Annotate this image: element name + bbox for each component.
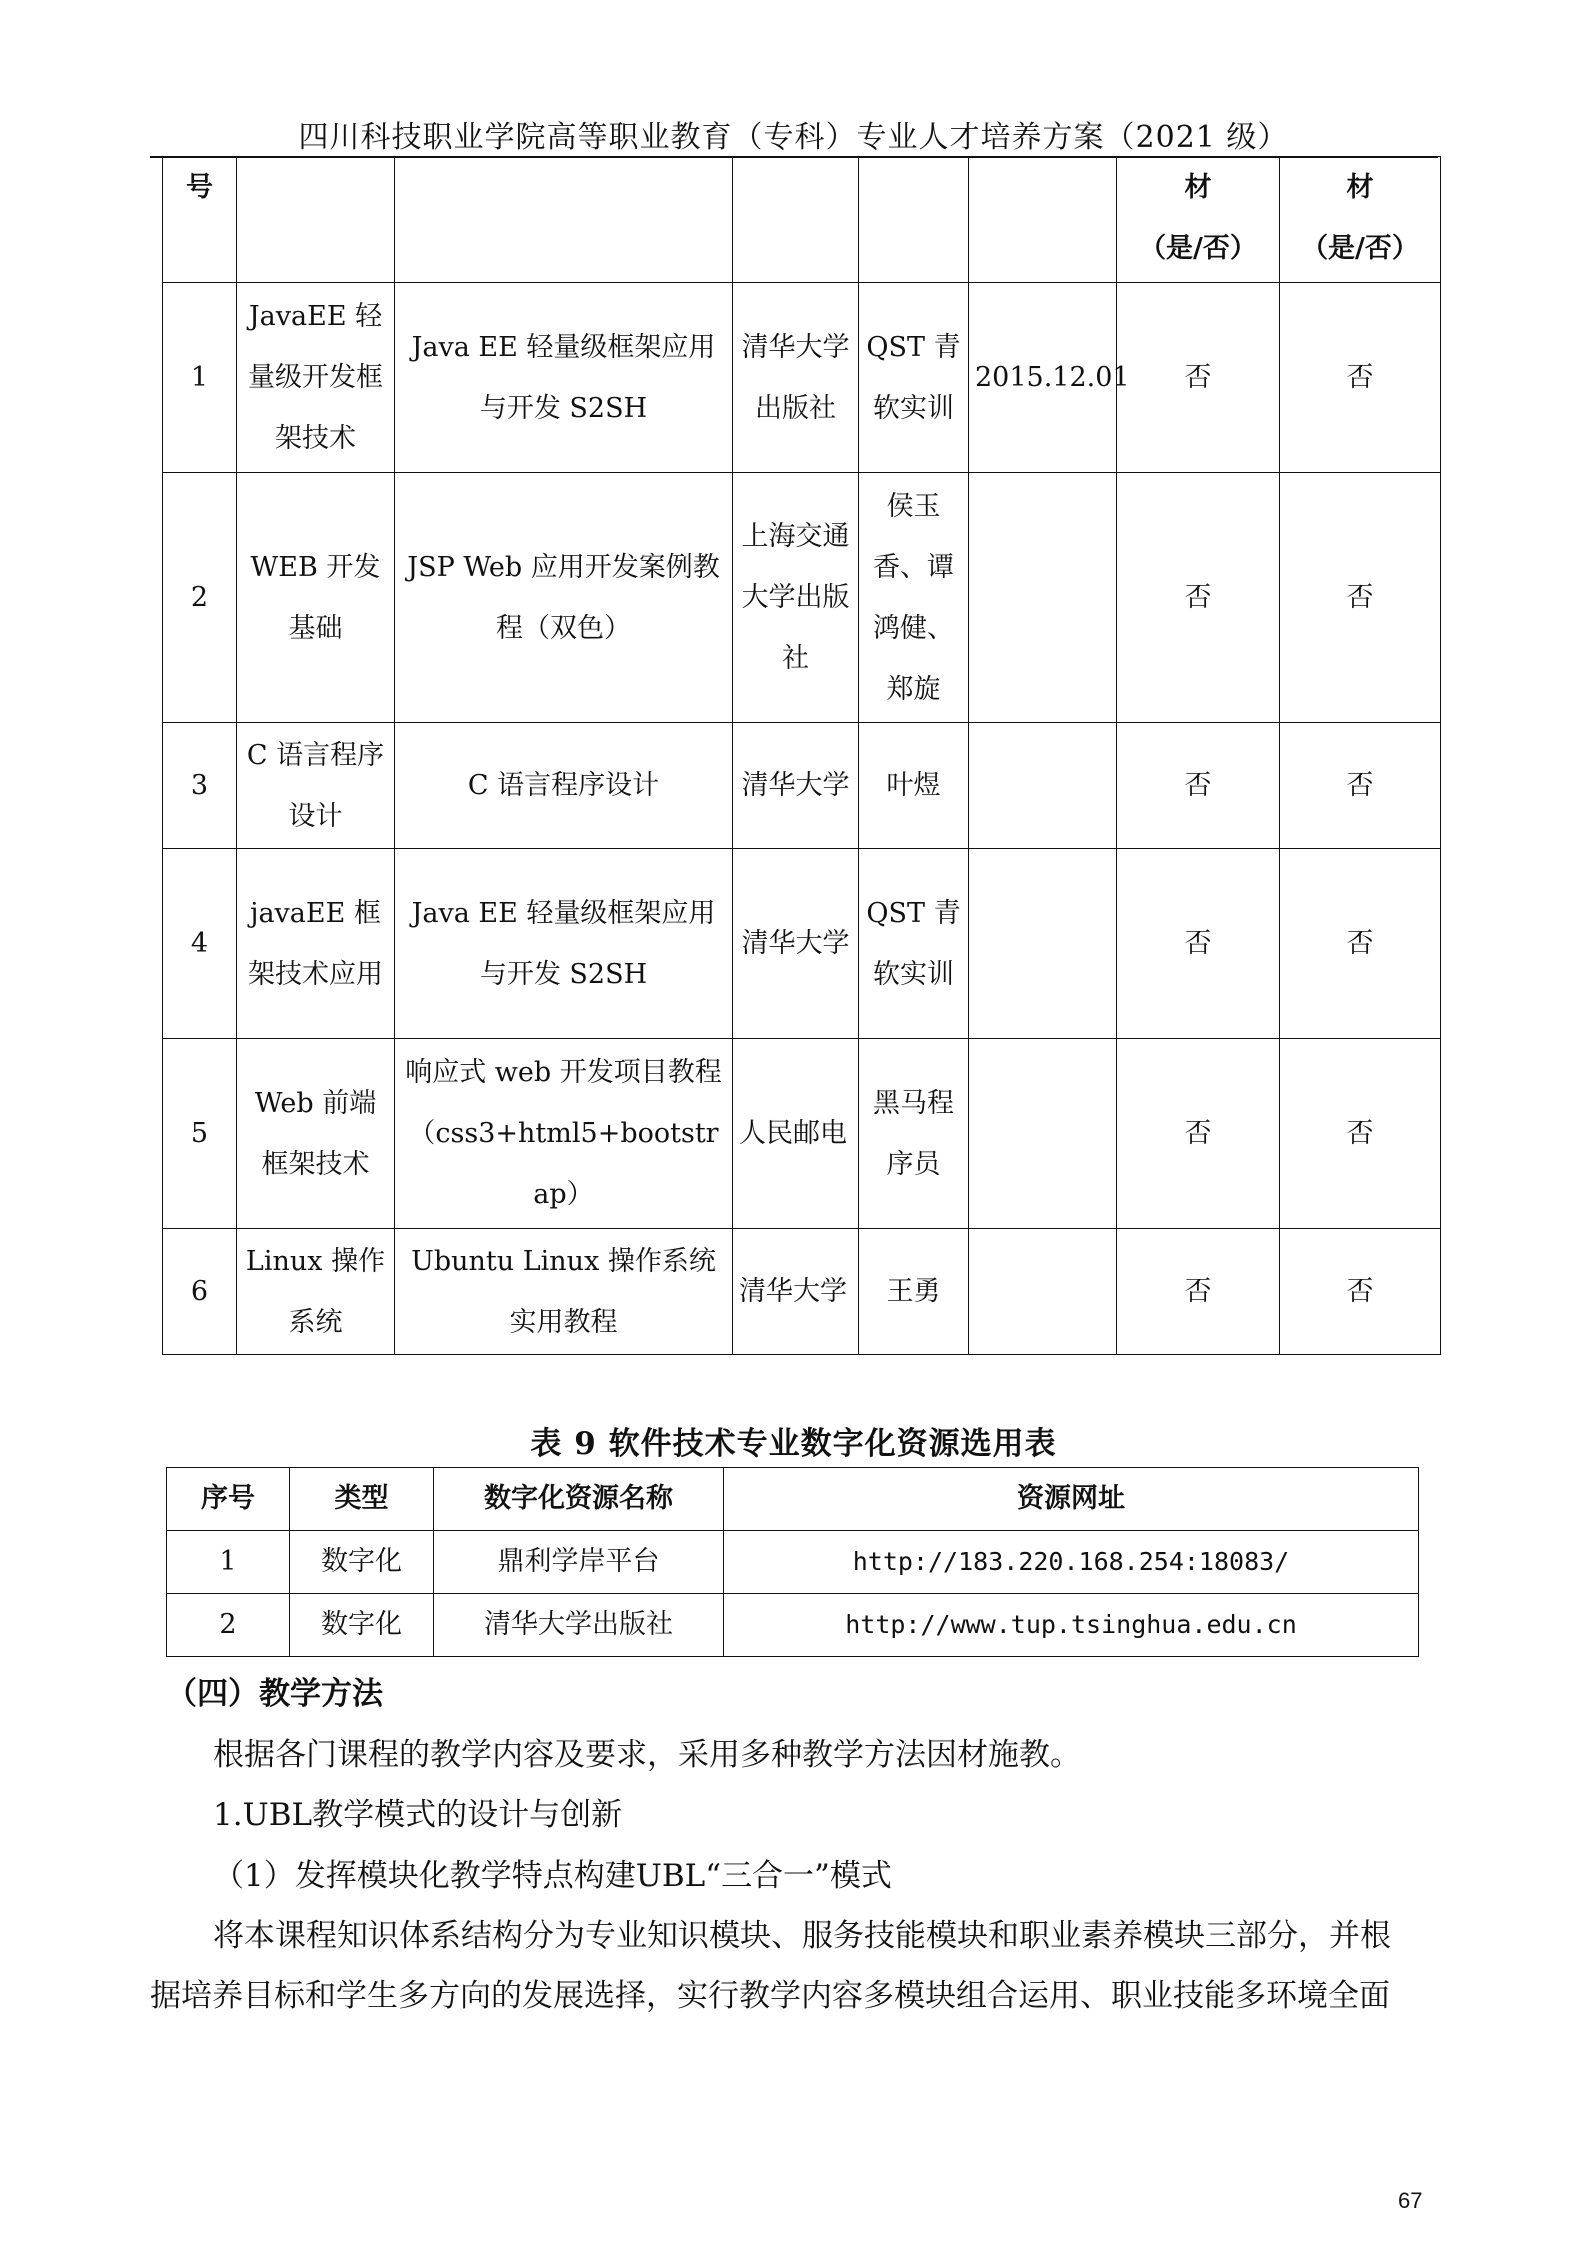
table-row [163, 473, 1441, 723]
table-row [167, 1594, 1419, 1657]
cell-book: JSP Web 应用开发案例教程（双色） [395, 473, 733, 723]
header-cell: 资源网址 [724, 1468, 1419, 1531]
cell-publisher: 清华大学 [733, 1229, 859, 1355]
header-cell [237, 157, 395, 283]
header-cell: 类型 [290, 1468, 434, 1531]
cell-date: 2015.12.01 [969, 283, 1117, 473]
header-cell: 序号 [167, 1468, 290, 1531]
cell-book: Java EE 轻量级框架应用与开发 S2SH [395, 849, 733, 1039]
cell-url-link[interactable]: http://www.tup.tsinghua.edu.cn [724, 1594, 1419, 1657]
cell-no: 1 [163, 283, 237, 473]
cell-type: 数字化 [290, 1594, 434, 1657]
table-row [163, 849, 1441, 1039]
textbook-table [162, 156, 1441, 1355]
section-title: （四）教学方法 [166, 1676, 383, 1712]
cell-flag: 否 [1280, 723, 1441, 849]
cell-author: 王勇 [859, 1229, 969, 1355]
paragraph-body-line1: 将本课程知识体系结构分为专业知识模块、服务技能模块和职业素养模块三部分，并根 [213, 1918, 1391, 1954]
cell-publisher: 清华大学出版社 [733, 283, 859, 473]
cell-flag: 否 [1280, 1039, 1441, 1229]
header-cell: 材 （是/否） [1117, 157, 1280, 283]
cell-date [969, 1039, 1117, 1229]
cell-flag: 否 [1117, 283, 1280, 473]
table-row [163, 1039, 1441, 1229]
cell-book: Ubuntu Linux 操作系统实用教程 [395, 1229, 733, 1355]
table-row [167, 1531, 1419, 1594]
cell-no: 3 [163, 723, 237, 849]
cell-name: 清华大学出版社 [434, 1594, 724, 1657]
cell-flag: 否 [1280, 1229, 1441, 1355]
cell-type: 数字化 [290, 1531, 434, 1594]
cell-course: C 语言程序设计 [237, 723, 395, 849]
cell-course: javaEE 框架技术应用 [237, 849, 395, 1039]
header-cell: 材 （是/否） [1280, 157, 1441, 283]
header-cell [859, 157, 969, 283]
cell-author: 叶煜 [859, 723, 969, 849]
cell-flag: 否 [1117, 1229, 1280, 1355]
cell-author: 侯玉香、谭鸿健、郑旋 [859, 473, 969, 723]
header-cell: 号 [163, 157, 237, 283]
header-cell [395, 157, 733, 283]
cell-publisher: 上海交通大学出版社 [733, 473, 859, 723]
cell-flag: 否 [1117, 1039, 1280, 1229]
paragraph-subheading-2: （1）发挥模块化教学特点构建UBL“三合一”模式 [213, 1858, 892, 1894]
cell-no: 2 [167, 1594, 290, 1657]
cell-publisher: 清华大学 [733, 849, 859, 1039]
page-number: 67 [1398, 2188, 1423, 2213]
cell-date [969, 849, 1117, 1039]
cell-url-link[interactable]: http://183.220.168.254:18083/ [724, 1531, 1419, 1594]
cell-name: 鼎利学岸平台 [434, 1531, 724, 1594]
header-cell: 数字化资源名称 [434, 1468, 724, 1531]
table9-caption: 表 9 软件技术专业数字化资源选用表 [530, 1426, 1057, 1462]
cell-course: Linux 操作系统 [237, 1229, 395, 1355]
cell-book: C 语言程序设计 [395, 723, 733, 849]
cell-date [969, 473, 1117, 723]
paragraph-body-line2: 据培养目标和学生多方向的发展选择，实行教学内容多模块组合运用、职业技能多环境全面 [150, 1978, 1390, 2014]
cell-no: 6 [163, 1229, 237, 1355]
cell-course: Web 前端框架技术 [237, 1039, 395, 1229]
cell-flag: 否 [1280, 473, 1441, 723]
cell-no: 2 [163, 473, 237, 723]
paragraph-intro: 根据各门课程的教学内容及要求，采用多种教学方法因材施教。 [213, 1737, 1081, 1773]
cell-no: 5 [163, 1039, 237, 1229]
cell-no: 4 [163, 849, 237, 1039]
table-row [163, 283, 1441, 473]
cell-date [969, 1229, 1117, 1355]
cell-flag: 否 [1117, 849, 1280, 1039]
cell-course: JavaEE 轻量级开发框架技术 [237, 283, 395, 473]
cell-flag: 否 [1280, 283, 1441, 473]
paragraph-subheading: 1.UBL教学模式的设计与创新 [213, 1797, 623, 1833]
cell-author: QST 青软实训 [859, 849, 969, 1039]
cell-book: Java EE 轻量级框架应用与开发 S2SH [395, 283, 733, 473]
cell-date [969, 723, 1117, 849]
cell-flag: 否 [1117, 473, 1280, 723]
table-row [163, 723, 1441, 849]
digital-resource-table [166, 1467, 1419, 1657]
table9-header-row [167, 1468, 1419, 1531]
cell-author: QST 青软实训 [859, 283, 969, 473]
cell-flag: 否 [1280, 849, 1441, 1039]
header-cell [733, 157, 859, 283]
cell-publisher: 人民邮电 [733, 1039, 859, 1229]
table-row [163, 1229, 1441, 1355]
cell-publisher: 清华大学 [733, 723, 859, 849]
cell-no: 1 [167, 1531, 290, 1594]
page-header: 四川科技职业学院高等职业教育（专科）专业人才培养方案（2021 级） [298, 120, 1289, 155]
cell-course: WEB 开发基础 [237, 473, 395, 723]
cell-flag: 否 [1117, 723, 1280, 849]
header-cell [969, 157, 1117, 283]
cell-book: 响应式 web 开发项目教程（css3+html5+bootstrap） [395, 1039, 733, 1229]
cell-author: 黑马程序员 [859, 1039, 969, 1229]
table8-header-row [163, 157, 1441, 283]
